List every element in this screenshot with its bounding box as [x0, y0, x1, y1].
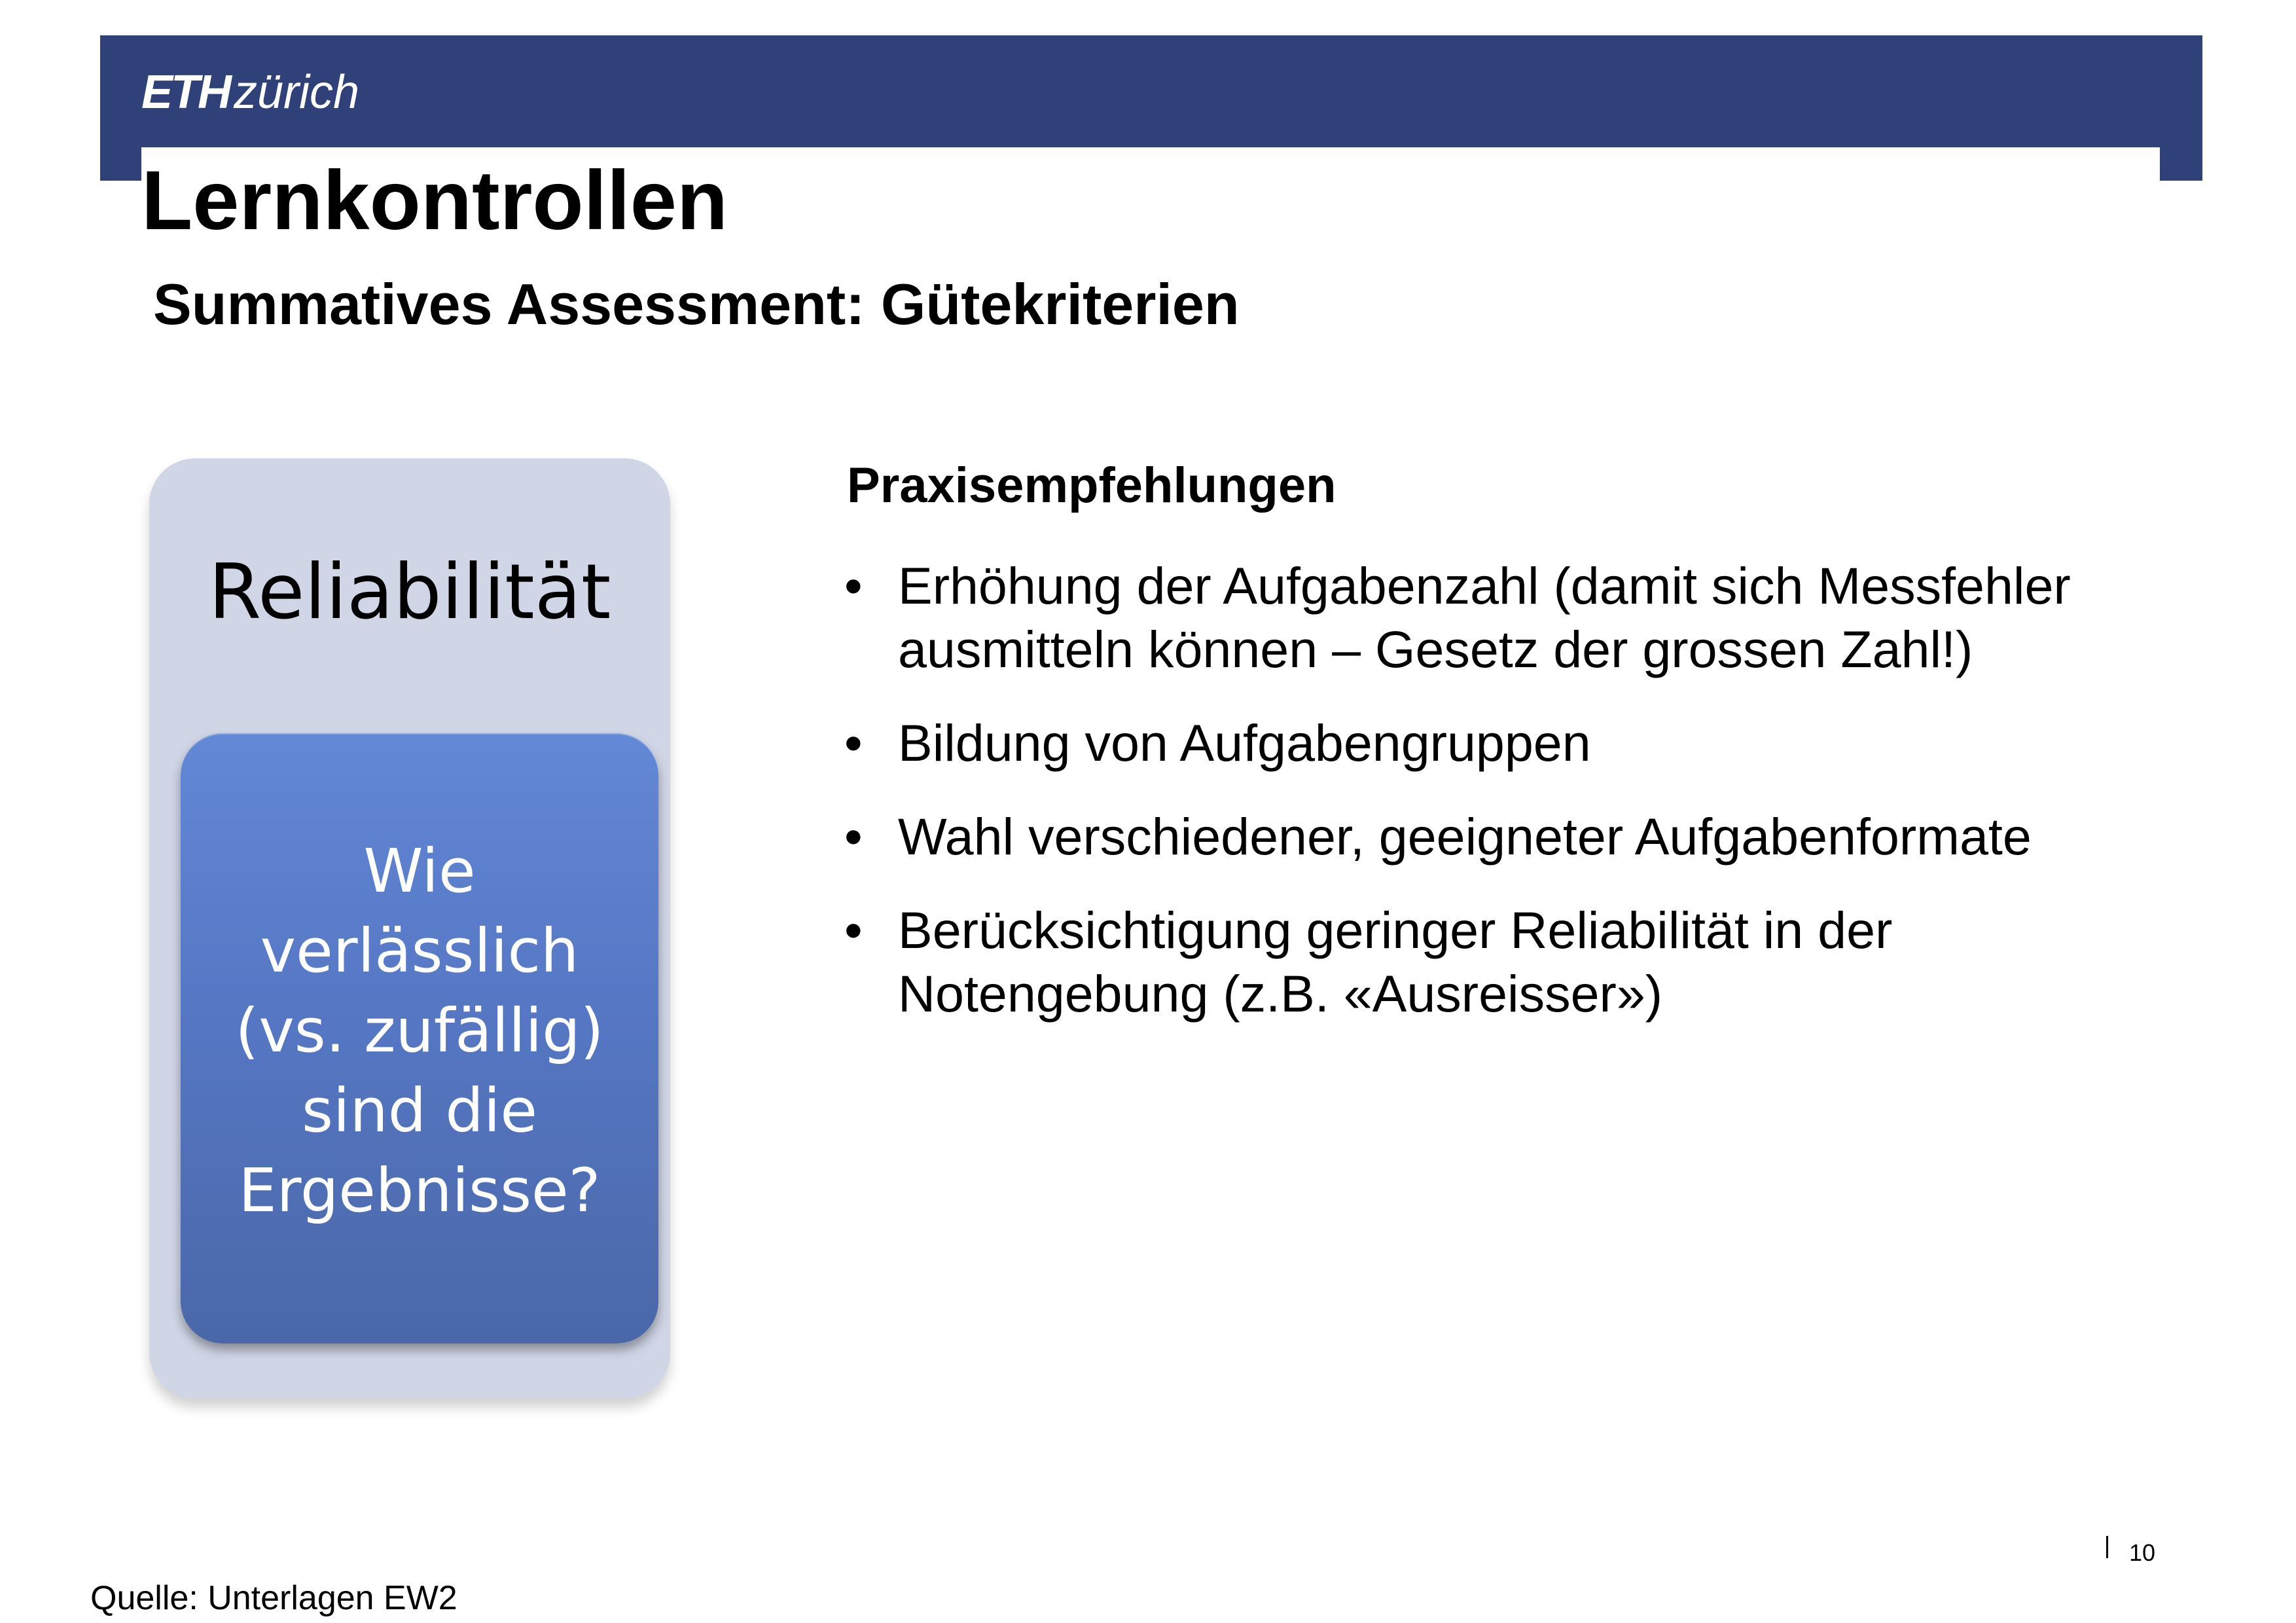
recommendation-text: Bildung von Aufgabengruppen — [898, 714, 1591, 772]
recommendations-list — [844, 554, 2140, 1055]
page-title: Lernkontrollen — [141, 154, 728, 247]
page-number: 10 — [2129, 1539, 2156, 1566]
reliability-question-box — [181, 733, 658, 1343]
recommendation-text: Erhöhung der Aufgabenzahl (damit sich Messfehler ausmitteln können – Gesetz der grossen Zahl!) — [898, 556, 2071, 678]
logo-zurich: zürich — [234, 66, 360, 119]
source-note: Quelle: Unterlagen EW2 — [90, 1579, 457, 1617]
bullet-icon: • — [844, 901, 863, 959]
recommendation-item — [844, 898, 2140, 1025]
bullet-icon: • — [844, 714, 863, 772]
question-line: (vs. zufällig) — [235, 996, 604, 1066]
recommendation-text: Wahl verschiedener, geeigneter Aufgabenformate — [898, 807, 2032, 866]
recommendation-item — [844, 711, 2140, 775]
page-subtitle: Summatives Assessment: Gütekriterien — [153, 272, 1240, 337]
recommendations-heading: Praxisempfehlungen — [847, 458, 1336, 513]
eth-zurich-logo — [141, 63, 359, 122]
reliability-card-title: Reliabilität — [208, 548, 611, 636]
recommendation-item — [844, 805, 2140, 868]
question-line: Ergebnisse? — [238, 1156, 601, 1226]
question-line: verlässlich — [260, 916, 579, 986]
bullet-icon: • — [844, 556, 863, 615]
reliability-question — [181, 831, 658, 1231]
question-line: Wie — [363, 836, 476, 906]
bullet-icon: • — [844, 807, 863, 866]
reliability-card — [149, 458, 670, 1398]
logo-eth: ETH — [141, 66, 230, 119]
recommendation-text: Berücksichtigung geringer Reliabilität in der Notengebung (z.B. «Ausreisser») — [898, 901, 1893, 1023]
page-number-divider — [2106, 1536, 2108, 1558]
recommendation-item — [844, 554, 2140, 681]
question-line: sind die — [301, 1076, 537, 1146]
